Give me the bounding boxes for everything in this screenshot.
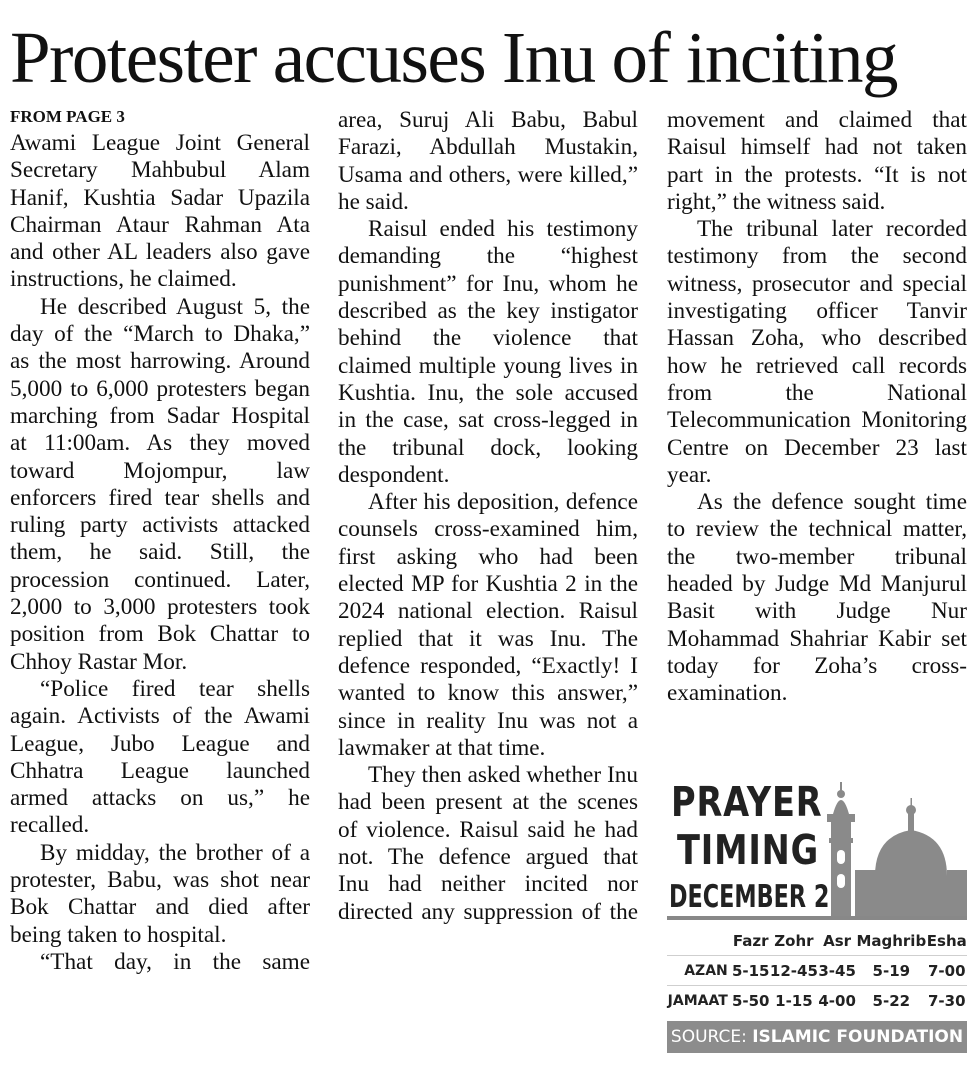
table-header-blank [667, 926, 732, 956]
paragraph: He described August 5, the day of the “March to Dhaka,” as the most harrowing. Around 5,000 to 6,000 protesters began marching from Sadar Hospital at 11:00am. As they moved toward Mojompur, law enforcers fired tear shells and ruling party activists attacked them, he said. Still, the procession continued. Later, 2,000 to 3,000 protesters took position from Bok Chattar to Chhoy Rastar Mor. [10, 293, 310, 675]
paragraph: Raisul ended his testimony demanding the “highest punishment” for Inu, whom he described as the key instigator behind the violence that claimed multiple young lives in Kushtia. Inu, the sole accused in the case, sat cross-legged in the tribunal dock, looking despondent. [338, 216, 638, 488]
table-cell: 5-50 [731, 991, 770, 1010]
table-header: Asr [823, 931, 852, 950]
prayer-timing-box [667, 776, 967, 1056]
table-header: Esha [926, 931, 967, 950]
table-cell: 7-00 [927, 956, 967, 986]
prayer-table [667, 926, 967, 1015]
article-column-3 [667, 107, 967, 708]
paragraph: area, Suruj Ali Babu, Babul Farazi, Abdullah Mustakin, Usama and others, were killed,” he said. [338, 107, 638, 215]
paragraph: “That day, in the same [40, 948, 310, 975]
row-label: AZAN [667, 956, 732, 986]
mosque-icon [825, 778, 967, 916]
paragraph: After his deposition, defence counsels cross-examined him, first asking who had been elected MP for Kushtia 2 in the 2024 national election. Raisul replied that it was Inu. The defence responded, “Exactly! I wanted to know this answer,” since in reality Inu was not a lawmaker at that time. [338, 489, 638, 761]
from-page-label: FROM PAGE 3 [10, 107, 125, 126]
source-name: ISLAMIC FOUNDATION [752, 1027, 964, 1047]
paragraph: movement and claimed that Raisul himself had not taken part in the protests. “It is not right,” the witness said. [667, 107, 967, 215]
prayer-divider [667, 916, 967, 920]
table-header: Maghrib [856, 931, 927, 950]
paragraph: They then asked whether Inu had been present at the scenes of violence. Raisul said he had not. The defence argued that Inu had neither incited nor directed any suppression of the [338, 762, 638, 925]
paragraph: The tribunal later recorded testimony from the second witness, prosecutor and special investigating officer Tanvir Hassan Zoha, who described how he retrieved call records from the National Telecommunication Monitoring Centre on December 23 last year. [667, 216, 967, 488]
paragraph: As the defence sought time to review the technical matter, the two-member tribunal headed by Judge Md Manjurul Basit with Judge Nur Mohammad Shahriar Kabir set today for Zoha’s cross-examination. [667, 489, 967, 707]
paragraph: “Police fired tear shells again. Activists of the Awami League, Jubo League and Chhatra League launched armed attacks on us,” he recalled. [10, 675, 310, 839]
article-column-2 [338, 107, 638, 926]
row-label: JAMAAT [667, 992, 728, 1009]
table-cell: 7-30 [928, 991, 966, 1010]
source-prefix: SOURCE: [670, 1027, 747, 1047]
table-row [667, 956, 967, 986]
table-header: Zohr [774, 931, 814, 950]
headline: Protester accuses Inu of inciting [10, 17, 898, 98]
table-cell: 12-45 [770, 956, 818, 986]
table-cell: 1-15 [775, 991, 813, 1010]
prayer-title-line1: PRAYER [671, 778, 823, 826]
table-cell: 5-19 [856, 956, 926, 986]
prayer-source [667, 1021, 967, 1053]
table-cell: 5-15 [732, 956, 770, 986]
paragraph: Awami League Joint General Secretary Mahbubul Alam Hanif, Kushtia Sadar Upazila Chairman Ataur Rahman Ata and other AL leaders also gave instructions, he claimed. [10, 130, 310, 293]
paragraph: By midday, the brother of a protester, Babu, was shot near Bok Chattar and died after being taken to hospital. [10, 839, 310, 948]
table-cell: 5-22 [872, 991, 911, 1010]
prayer-date: DECEMBER 2 [669, 879, 830, 915]
table-header: Fazr [732, 931, 769, 950]
table-row [667, 986, 967, 1016]
article-column-1 [10, 104, 310, 976]
table-cell: 3-45 [818, 956, 856, 986]
prayer-title-line2: TIMING [677, 826, 820, 874]
table-cell: 4-00 [818, 991, 856, 1010]
